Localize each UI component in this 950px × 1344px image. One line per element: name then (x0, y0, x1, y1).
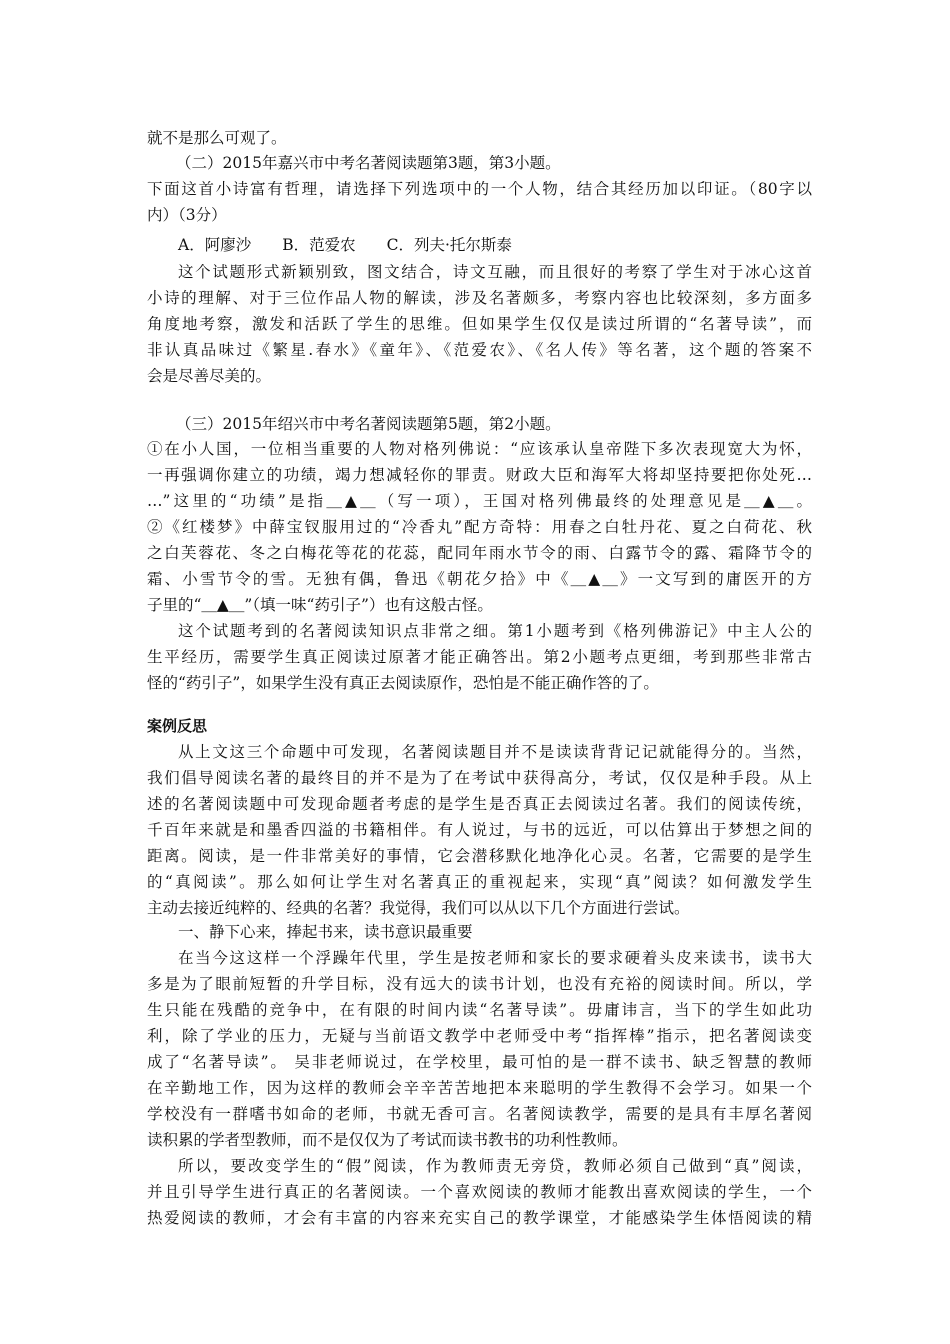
text-line: 利，除了学业的压力，无疑与当前语文教学中老师受中考“指挥棒”指示，把名著阅读变 (147, 1027, 812, 1045)
text-line: ①在小人国，一位相当重要的人物对格列佛说：“应该承认皇帝陛下多次表现宽大为怀， (147, 440, 812, 458)
text-line: 读积累的学者型教师，而不是仅仅为了考试而读书教书的功利性教师。 (147, 1131, 628, 1149)
text-line: 非认真品味过《繁星.春水》《童年》、《范爱农》、《名人传》等名著，这个题的答案不 (147, 341, 812, 359)
answer-options: A．阿廖沙 B．范爱农 C．列夫·托尔斯泰 (178, 236, 512, 254)
text-line: 这个试题考到的名著阅读知识点非常之细。第1小题考到《格列佛游记》中主人公的 (178, 622, 812, 640)
text-line: 霜、小雪节令的雪。无独有偶，鲁迅《朝花夕拾》中《＿▲＿》一文写到的庸医开的方 (147, 570, 812, 588)
text-line: 就不是那么可观了。 (147, 129, 287, 147)
section-heading: （三）2015年绍兴市中考名著阅读题第5题，第2小题。 (176, 415, 561, 433)
text-line: ②《红楼梦》中薛宝钗服用过的“冷香丸”配方奇特：用春之白牡丹花、夏之白荷花、秋 (147, 518, 812, 536)
text-line: 成了“名著导读”。 吴非老师说过，在学校里，最可怕的是一群不读书、缺乏智慧的教师 (147, 1053, 812, 1071)
text-line: 所以，要改变学生的“假”阅读，作为教师责无旁贷，教师必须自己做到“真”阅读， (178, 1157, 812, 1175)
text-line: 内）（3分） (147, 206, 227, 224)
text-line: 会是尽善尽美的。 (147, 367, 272, 385)
text-line: …”这里的“功绩”是指＿▲＿（写一项），王国对格列佛最终的处理意见是＿▲＿。 (147, 492, 812, 510)
text-line: 述的名著阅读题中可发现命题者考虑的是学生是否真正去阅读过名著。我们的阅读传统， (147, 795, 812, 813)
text-line: 角度地考察，激发和活跃了学生的思维。但如果学生仅仅是读过所谓的“名著导读”，而 (147, 315, 812, 333)
text-line: 的“真阅读”。那么如何让学生对名著真正的重视起来，实现“真”阅读？如何激发学生 (147, 873, 812, 891)
text-line: 在当今这这样一个浮躁年代里，学生是按老师和家长的要求硬着头皮来读书，读书大 (178, 949, 812, 967)
text-line: 怪的“药引子”，如果学生没有真正去阅读原作，恐怕是不能正确作答的了。 (147, 674, 659, 692)
subsection-heading: 一、静下心来，捧起书来，读书意识最重要 (178, 923, 473, 941)
text-line: 从上文这三个命题中可发现，名著阅读题目并不是读读背背记记就能得分的。当然， (178, 743, 812, 761)
text-line: 一再强调你建立的功绩，竭力想减轻你的罪责。财政大臣和海军大将却坚持要把你处死… (147, 466, 812, 484)
section-heading: （二）2015年嘉兴市中考名著阅读题第3题，第3小题。 (176, 154, 561, 172)
text-line: 生平经历，需要学生真正阅读过原著才能正确答出。第2小题考点更细，考到那些非常古 (147, 648, 812, 666)
text-line: 生只能在残酷的竞争中，在有限的时间内读“名著导读”。毋庸讳言，当下的学生如此功 (147, 1001, 812, 1019)
text-line: 子里的“＿▲＿”（填一味“药引子”）也有这般古怪。 (147, 596, 493, 614)
text-line: 多是为了眼前短暂的升学目标，没有远大的读书计划，也没有充裕的阅读时间。所以，学 (147, 975, 812, 993)
section-title: 案例反思 (147, 717, 208, 735)
text-line: 小诗的理解、对于三位作品人物的解读，涉及名著颇多，考察内容也比较深刻，多方面多 (147, 289, 812, 307)
text-line: 距离。阅读，是一件非常美好的事情，它会潜移默化地净化心灵。名著，它需要的是学生 (147, 847, 812, 865)
text-line: 主动去接近纯粹的、经典的名著？我觉得，我们可以从以下几个方面进行尝试。 (147, 899, 690, 917)
text-line: 下面这首小诗富有哲理，请选择下列选项中的一个人物，结合其经历加以印证。（80字以 (147, 180, 812, 198)
text-line: 我们倡导阅读名著的最终目的并不是为了在考试中获得高分，考试，仅仅是种手段。从上 (147, 769, 812, 787)
text-line: 学校没有一群嗜书如命的老师，书就无香可言。名著阅读教学，需要的是具有丰厚名著阅 (147, 1105, 812, 1123)
text-line: 之白芙蓉花、冬之白梅花等花的花蕊，配同年雨水节令的雨、白露节令的露、霜降节令的 (147, 544, 812, 562)
text-line: 热爱阅读的教师，才会有丰富的内容来充实自己的教学课堂，才能感染学生体悟阅读的精 (147, 1209, 812, 1227)
text-line: 在辛勤地工作，因为这样的教师会辛辛苦苦地把本来聪明的学生教得不会学习。如果一个 (147, 1079, 812, 1097)
text-line: 并且引导学生进行真正的名著阅读。一个喜欢阅读的教师才能教出喜欢阅读的学生，一个 (147, 1183, 812, 1201)
text-line: 千百年来就是和墨香四溢的书籍相伴。有人说过，与书的远近，可以估算出于梦想之间的 (147, 821, 812, 839)
text-line: 这个试题形式新颖别致，图文结合，诗文互融，而且很好的考察了学生对于冰心这首 (178, 263, 812, 281)
